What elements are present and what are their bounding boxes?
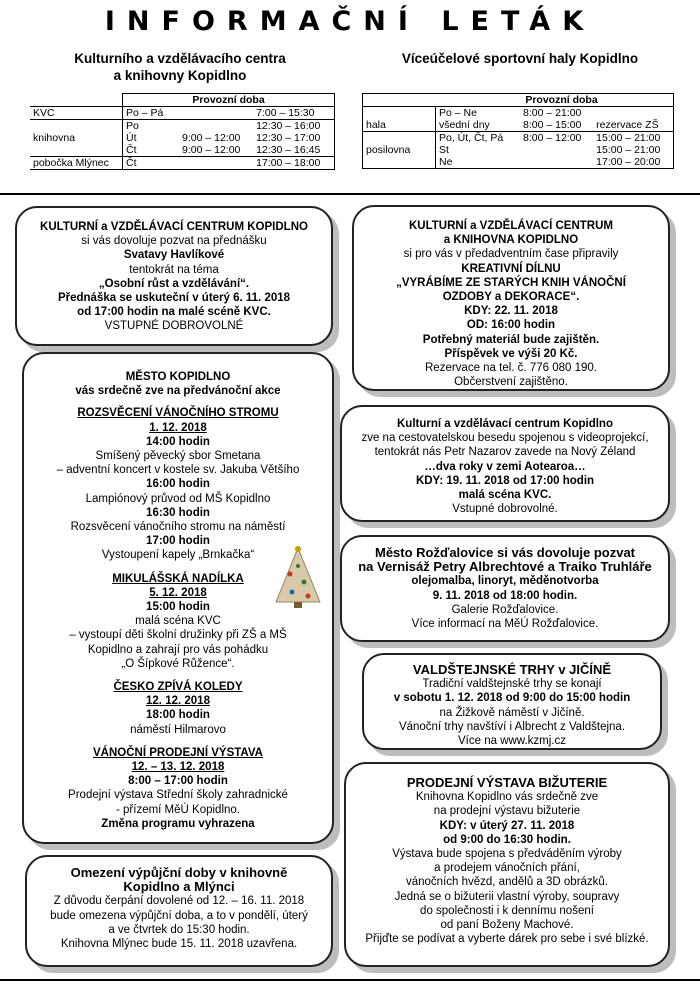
box-line: 15:00 hodin xyxy=(146,601,210,614)
box-line: 12. 12. 2018 xyxy=(146,695,210,708)
box-line: Smíšený pěvecký sbor Smetana xyxy=(95,450,261,463)
box-line: si vás dovoluje pozvat na přednášku xyxy=(81,235,267,248)
workshop-box xyxy=(352,205,670,391)
box-line: a KNIHOVNA KOPIDLNO xyxy=(443,234,579,247)
table-cell xyxy=(179,107,253,120)
box-line: 9. 11. 2018 od 18:00 hodin. xyxy=(432,589,578,602)
section-title: MIKULÁŠSKÁ NADÍLKA xyxy=(112,572,244,585)
box-line: Svatavy Havlíkové xyxy=(123,249,225,262)
box-line: a ve čtvrtek do 15:30 hodin. xyxy=(108,923,250,936)
table-cell: hala xyxy=(363,119,436,132)
table-cell: 17:00 – 20:00 xyxy=(596,156,661,168)
table-cell xyxy=(520,144,593,156)
table-cell: posilovna xyxy=(363,144,436,156)
table-cell: rezervace ZŠ xyxy=(596,119,659,131)
box-line: „O Šípkové Růžence“. xyxy=(121,657,235,670)
box-line: …dva roky v zemi Aotearoa… xyxy=(424,460,586,473)
section-title: ČESKO ZPÍVÁ KOLEDY xyxy=(113,681,243,694)
box-line: tentokrát na téma xyxy=(129,263,219,276)
box-line: malá scéna KVC. xyxy=(458,489,552,502)
page-title: INFORMAČNÍ LETÁK xyxy=(104,6,596,37)
table-cell xyxy=(179,120,253,133)
left-header xyxy=(20,50,340,84)
box-line: na Žižkově náměstí v Jičíně. xyxy=(439,706,585,719)
table-cell: 15:00 – 21:00 xyxy=(596,132,661,144)
library-notice-box xyxy=(25,855,333,967)
box-line: KDY: v úterý 27. 11. 2018 xyxy=(439,819,575,832)
table-cell xyxy=(363,132,436,145)
box-line: a prodejem vánočních přání, xyxy=(434,862,580,875)
box-line: Potřebný materiál bude zajištěn. xyxy=(422,333,600,346)
box-line: PRODEJNÍ VÝSTAVA BIŽUTERIE xyxy=(406,775,608,790)
box-line: Jedná se o bižuterii vlastní výroby, soupravy xyxy=(394,890,620,903)
box-line: 5. 12. 2018 xyxy=(149,586,207,599)
left-header-line: a knihovny Kopidlno xyxy=(113,68,247,83)
box-line: - přízemí MěÚ Kopidlno. xyxy=(116,803,240,816)
box-line: od paní Boženy Machové. xyxy=(440,919,574,932)
box-line: Vstupné dobrovolné. xyxy=(452,503,558,516)
box-line: „Osobní růst a vzdělávání“. xyxy=(98,277,250,290)
box-line: 12. – 13. 12. 2018 xyxy=(131,761,225,774)
box-line: na prodejní výstavu bižuterie xyxy=(433,805,581,818)
section-title: ROZSVĚCENÍ VÁNOČNÍHO STROMU xyxy=(77,407,279,420)
table-cell: 15:00 – 21:00 xyxy=(596,144,661,156)
table-cell xyxy=(520,156,593,169)
box-line: Omezení výpůjční doby v knihovně xyxy=(70,865,288,880)
box-line: KULTURNÍ a VZDĚLÁVACÍ CENTRUM KOPIDLNO xyxy=(40,221,308,233)
box-line: Kopidlno a zahrají pro vás pohádku xyxy=(87,643,269,656)
box-line: Občerstvení zajištěno. xyxy=(454,376,568,389)
box-line: od 17:00 hodin na malé scéně KVC. xyxy=(77,306,271,319)
table-cell: 8:00 – 12:00 xyxy=(523,132,582,144)
box-line: VSTUPNÉ DOBROVOLNÉ xyxy=(104,320,244,333)
box-line: 14:00 hodin xyxy=(146,435,210,448)
table-caption: Provozní doba xyxy=(123,94,335,107)
box-line: Přednáška se uskuteční v úterý 6. 11. 2018 xyxy=(57,292,291,305)
box-line: Více informací na MěÚ Rožďalovice. xyxy=(411,618,599,631)
table-cell xyxy=(363,156,436,169)
right-hours-table xyxy=(362,93,674,169)
table-cell: Ne xyxy=(439,156,453,168)
box-line: na Vernisáž Petry Albrechtové a Traiko Truhláře xyxy=(358,559,652,575)
table-cell: 9:00 – 12:00 xyxy=(182,144,241,156)
christmas-events-box xyxy=(22,352,334,844)
box-line: – vystoupí děti školní družinky při ZŠ a MŠ xyxy=(69,629,287,642)
table-cell: Po – Pá xyxy=(123,107,180,120)
table-cell: KVC xyxy=(33,107,55,119)
box-line: Příspěvek ve výši 20 Kč. xyxy=(444,347,578,360)
box-line: malá scéna KVC xyxy=(135,615,221,628)
bottom-divider xyxy=(0,979,700,981)
table-cell: St xyxy=(439,144,449,156)
box-line: Rozsvěcení vánočního stromu na náměstí xyxy=(70,521,286,534)
box-line: VALDŠTEJNSKÉ TRHY v JIČÍNĚ xyxy=(412,662,612,677)
table-cell: knihovna xyxy=(33,132,76,144)
box-line: Změna programu vyhrazena xyxy=(101,817,255,830)
box-line: Knihovna Kopidlno vás srdečně zve xyxy=(415,791,599,804)
box-line: Lampiónový průvod od MŠ Kopidlno xyxy=(85,492,271,505)
box-line: 16:30 hodin xyxy=(146,506,210,519)
box-line: od 9:00 do 16:30 hodin. xyxy=(443,833,571,846)
box-line: 1. 12. 2018 xyxy=(149,421,207,434)
table-cell xyxy=(30,120,123,133)
box-line: tentokrát nás Petr Nazarov zavede na Nový Zéland xyxy=(374,446,636,459)
table-cell xyxy=(363,107,436,120)
box-line: Více na www.kzmj.cz xyxy=(458,735,566,748)
box-line: Knihovna Mlýnec bude 15. 11. 2018 uzavřena. xyxy=(60,938,298,951)
box-line: Vánoční trhy navštíví i Albrecht z Valdštejna. xyxy=(398,720,626,733)
divider xyxy=(0,193,700,195)
left-hours-table xyxy=(30,93,335,170)
christmas-tree-icon xyxy=(270,544,326,610)
table-cell: Út xyxy=(123,132,180,144)
box-line: 8:00 – 17:00 hodin xyxy=(128,775,228,788)
box-line: 18:00 hodin xyxy=(146,709,210,722)
box-line: KDY: 22. 11. 2018 xyxy=(464,305,558,318)
box-line: Kopidlno a Mlýnci xyxy=(123,879,235,895)
table-cell: 8:00 – 21:00 xyxy=(523,107,582,119)
table-cell: Čt xyxy=(123,144,180,157)
box-line: Kulturní a vzdělávací centrum Kopidlno xyxy=(397,418,613,430)
table-cell: Po – Ne xyxy=(439,107,477,119)
box-line: vás srdečně zve na předvánoční akce xyxy=(75,385,281,398)
box-line: si pro vás v předadventním čase připravily xyxy=(403,248,619,261)
right-header: Víceúčelové sportovní haly Kopidlno xyxy=(401,51,639,66)
table-cell: 8:00 – 15:00 xyxy=(523,119,582,131)
box-line: OD: 16:00 hodin xyxy=(466,319,556,332)
table-cell xyxy=(30,144,123,157)
table-caption: Provozní doba xyxy=(525,94,598,106)
table-cell: Po xyxy=(123,120,180,133)
section-title: VÁNOČNÍ PRODEJNÍ VÝSTAVA xyxy=(93,746,263,759)
box-line: 16:00 hodin xyxy=(146,478,210,491)
box-line: olejomalba, linoryt, měděnotvorba xyxy=(411,575,599,588)
box-line: Rezervace na tel. č. 776 080 190. xyxy=(425,362,597,375)
table-cell: Čt xyxy=(123,157,180,170)
box-line: Z důvodu čerpání dovolené od 12. – 16. 11. 2018 xyxy=(53,895,305,908)
box-line: Tradiční valdštejnské trhy se konají xyxy=(422,678,602,691)
box-line: Přijďte se podívat a vyberte dárek pro sebe i své blízké. xyxy=(365,933,649,946)
table-cell: Po, Út, Čt, Pá xyxy=(439,132,504,144)
box-line: KULTURNÍ a VZDĚLÁVACÍ CENTRUM xyxy=(408,220,613,232)
box-line: do společnosti i k dennímu nošení xyxy=(420,904,594,917)
table-cell: všední dny xyxy=(439,119,490,131)
box-line: zve na cestovatelskou besedu spojenou s videoprojekcí, xyxy=(361,432,649,445)
box-line: Galerie Rožďalovice. xyxy=(451,603,559,616)
box-line: 17:00 hodin xyxy=(146,535,210,548)
box-line: bude omezena výpůjční doba, a to v pondělí, úterý xyxy=(50,909,308,922)
box-line: Prodejní výstava Střední školy zahradnické xyxy=(68,789,288,802)
left-header-line: Kulturního a vzdělávacího centra xyxy=(74,51,286,66)
table-cell xyxy=(179,157,253,170)
table-cell: 12:30 – 16:00 xyxy=(253,120,334,133)
travel-talk-box xyxy=(340,405,670,522)
box-line: KDY: 19. 11. 2018 od 17:00 hodin xyxy=(415,474,595,487)
box-line: Vystoupení kapely „Brnkačka“ xyxy=(101,549,255,562)
box-line: náměstí Hilmarovo xyxy=(130,723,226,736)
box-line: MĚSTO KOPIDLNO xyxy=(125,371,231,383)
lecture-box xyxy=(15,206,333,346)
box-line: Výstava bude spojena s předváděním výroby xyxy=(392,848,622,861)
box-line: v sobotu 1. 12. 2018 od 9:00 do 15:00 hodin xyxy=(393,692,631,705)
box-line: „VYRÁBÍME ZE STARÝCH KNIH VÁNOČNÍ xyxy=(396,276,626,289)
table-cell: pobočka Mlýnec xyxy=(33,157,109,169)
vernissage-box xyxy=(340,535,670,642)
left-table-body xyxy=(30,107,335,170)
table-cell: 7:00 – 15:30 xyxy=(253,107,334,120)
box-line: – adventní koncert v kostele sv. Jakuba Většího xyxy=(56,464,300,477)
table-cell xyxy=(593,107,673,120)
box-line: Město Rožďalovice si vás dovoluje pozvat xyxy=(374,545,636,560)
box-line: vánočních hvězd, andělů a 3D obrázků. xyxy=(405,876,609,889)
box-line: KREATIVNÍ DÍLNU xyxy=(461,262,561,275)
table-cell: 9:00 – 12:00 xyxy=(182,132,241,144)
table-cell: 12:30 – 17:00 xyxy=(253,132,334,144)
table-cell: 17:00 – 18:00 xyxy=(253,157,334,170)
box-line: OZDOBY a DEKORACE“. xyxy=(442,291,580,304)
table-cell: 12:30 – 16:45 xyxy=(253,144,334,157)
market-box xyxy=(362,653,662,750)
jewelry-box xyxy=(344,762,670,967)
